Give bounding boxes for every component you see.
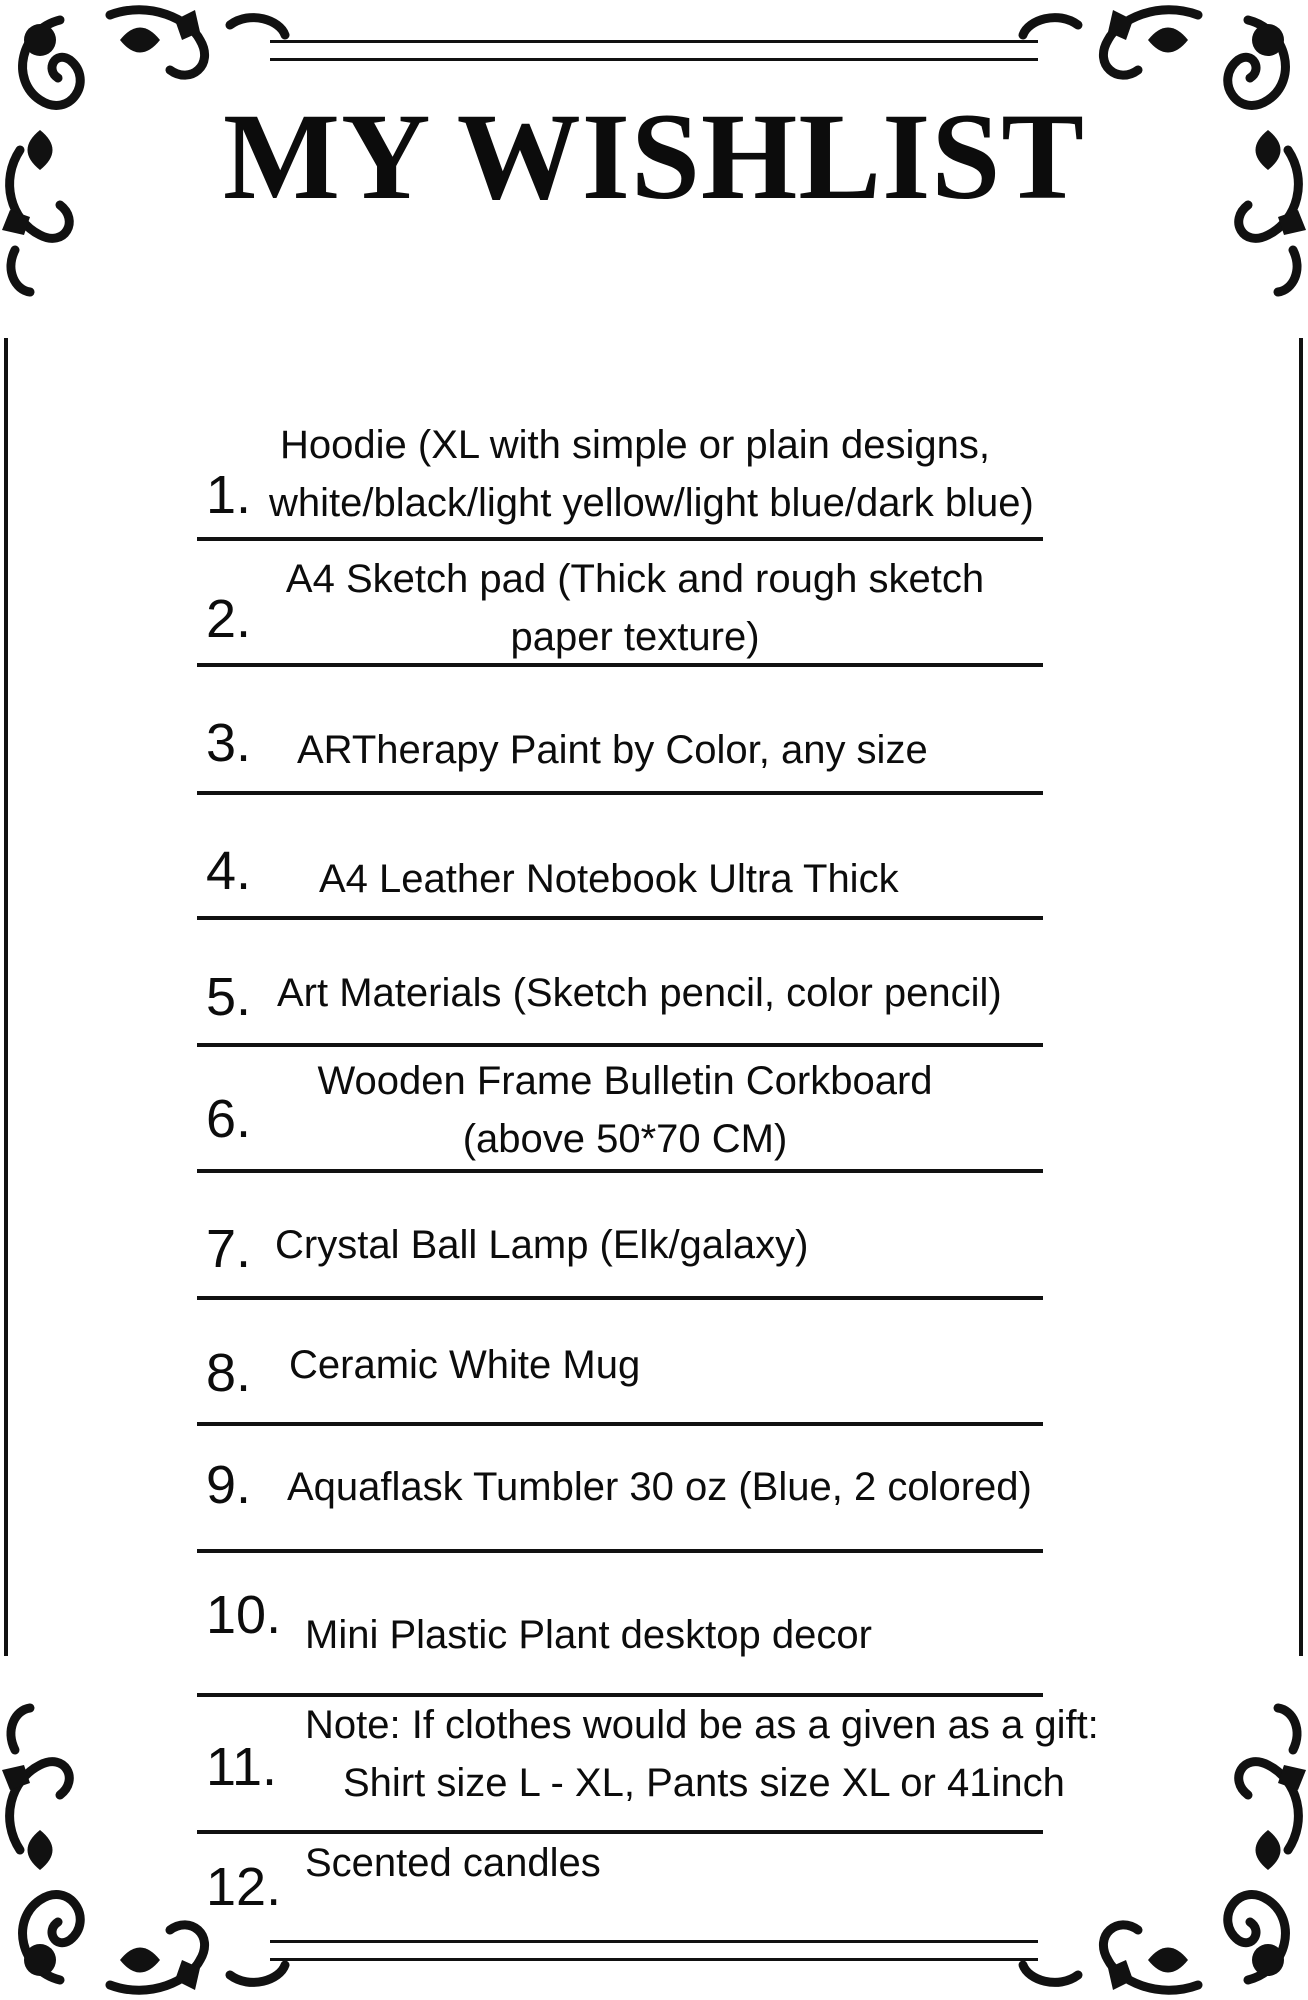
item-number: 2. bbox=[206, 589, 252, 649]
item-text-line: Art Materials (Sketch pencil, color pencil) bbox=[277, 971, 1002, 1015]
list-item bbox=[197, 546, 1087, 670]
item-number: 12. bbox=[206, 1857, 282, 1917]
item-number: 1. bbox=[206, 465, 252, 525]
item-number: 8. bbox=[206, 1343, 252, 1403]
top-border-line bbox=[270, 40, 1038, 43]
item-number: 10. bbox=[206, 1585, 282, 1645]
item-number: 11. bbox=[206, 1737, 278, 1797]
item-underline bbox=[197, 1549, 1043, 1553]
item-text-line: Note: If clothes would be as a given as a gift: bbox=[305, 1703, 1099, 1747]
list-item bbox=[197, 796, 1087, 922]
list-item bbox=[197, 1300, 1087, 1426]
item-text-line: white/black/light yellow/light blue/dark blue) bbox=[269, 481, 1034, 525]
item-text-line: A4 Leather Notebook Ultra Thick bbox=[319, 857, 899, 901]
item-text-line: Wooden Frame Bulletin Corkboard bbox=[317, 1059, 933, 1103]
right-border-line bbox=[1299, 338, 1303, 1656]
list-item bbox=[197, 1554, 1087, 1698]
list-item bbox=[197, 1048, 1087, 1174]
item-text-line: Crystal Ball Lamp (Elk/galaxy) bbox=[275, 1223, 809, 1267]
bottom-border-line bbox=[270, 1940, 1038, 1943]
item-text-line: ARTherapy Paint by Color, any size bbox=[297, 728, 928, 772]
item-underline bbox=[197, 663, 1043, 667]
item-text-line: paper texture) bbox=[510, 615, 760, 659]
item-text-line: Mini Plastic Plant desktop decor bbox=[305, 1613, 872, 1657]
item-text-line: Hoodie (XL with simple or plain designs, bbox=[280, 423, 990, 467]
item-text-line: Scented candles bbox=[305, 1841, 601, 1885]
item-number: 7. bbox=[206, 1219, 252, 1279]
item-number: 6. bbox=[206, 1089, 252, 1149]
list-item bbox=[197, 922, 1087, 1048]
item-number: 3. bbox=[206, 713, 252, 773]
item-underline bbox=[197, 916, 1043, 920]
list-item bbox=[197, 1174, 1087, 1300]
list-item bbox=[197, 1834, 1087, 1917]
left-border-line bbox=[4, 338, 8, 1656]
item-text-line: (above 50*70 CM) bbox=[462, 1117, 788, 1161]
item-number: 4. bbox=[206, 841, 252, 901]
item-number: 5. bbox=[206, 967, 252, 1027]
item-underline bbox=[197, 1043, 1043, 1047]
item-text-line: Aquaflask Tumbler 30 oz (Blue, 2 colored) bbox=[287, 1465, 1032, 1509]
list-item bbox=[197, 1426, 1087, 1554]
item-text-line: Ceramic White Mug bbox=[289, 1343, 641, 1387]
item-text-line: Shirt size L - XL, Pants size XL or 41inch bbox=[343, 1761, 1065, 1805]
bottom-border-line-inner bbox=[270, 1958, 1038, 1961]
item-underline bbox=[197, 791, 1043, 795]
page-title: MY WISHLIST bbox=[222, 88, 1086, 225]
item-underline bbox=[197, 1169, 1043, 1173]
item-number: 9. bbox=[206, 1455, 252, 1515]
item-underline bbox=[197, 537, 1043, 541]
list-item bbox=[197, 410, 1087, 546]
list-item bbox=[197, 670, 1087, 796]
top-border-line-inner bbox=[270, 58, 1038, 61]
item-text-line: A4 Sketch pad (Thick and rough sketch bbox=[285, 557, 985, 601]
list-item bbox=[197, 1698, 1099, 1834]
